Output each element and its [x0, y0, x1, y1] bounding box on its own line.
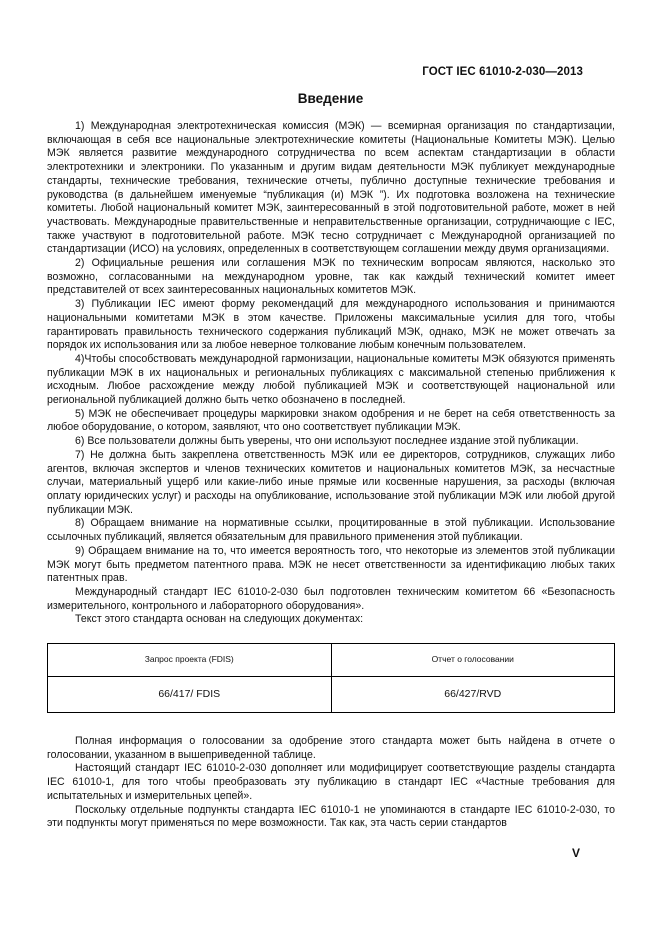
- paragraph-4: 4)Чтобы способствовать международной гармонизации, национальные комитеты МЭК обязуются применять публикации МЭК в их национальных и региональных публикациях с максимальной степенью приближения к исходным. Любое расхождение между любой публикацией МЭК и соответствующей национальной или региональной публикацией должно быть четко обозначено в последней.: [47, 352, 615, 407]
- page-number: V: [571, 846, 580, 860]
- paragraph-voting-info: Полная информация о голосовании за одобрение этого стандарта может быть найдена в отчете о голосовании, указанном в вышеприведенной таблице.: [47, 735, 615, 761]
- section-title: Введение: [297, 91, 364, 106]
- voting-table-data-row: [48, 677, 615, 713]
- paragraph-documents-intro: Текст этого стандарта основан на следующих документах:: [75, 613, 364, 626]
- rvd-header-cell: Отчет о голосовании: [331, 644, 615, 677]
- paragraph-3: 3) Публикации IEC имеют форму рекомендаций для международного использования и принимаются национальными комитетами МЭК в этом качестве. Приложены максимальные усилия для того, чтобы гарантировать правильность технического содержания публикаций МЭК, однако, МЭК не может отвечать за порядок их использования или за любое неверное толкование любым конечным пользователем.: [47, 298, 615, 352]
- paragraph-supplements: Настоящий стандарт IEC 61010-2-030 дополняет или модифицирует соответствующие разделы стандарта IEC 61010-1, для того чтобы преобразовать эту публикацию в стандарт IEC «Частные требования для испытательных и измерительных цепей».: [47, 762, 615, 802]
- paragraph-5: 5) МЭК не обеспечивает процедуры маркировки знаком одобрения и не берет на себя ответственность за любое оборудование, о котором, заявляют, что оно соответствует публикации МЭК.: [47, 407, 615, 434]
- paragraph-9: 9) Обращаем внимание на то, что имеется вероятность того, что некоторые из элементов этой публикации МЭК могут быть предметом патентного права. МЭК не несет ответственности за идентификацию любых таких патентных прав.: [47, 544, 615, 585]
- paragraph-tc66: Международный стандарт IEC 61010-2-030 был подготовлен техническим комитетом 66 «Безопасность измерительного, контрольного и лабораторного оборудования».: [47, 585, 615, 612]
- paragraph-7: 7) Не должна быть закреплена ответственность МЭК или ее директоров, сотрудников, служащих либо агентов, включая экспертов и членов технических комитетов и национальных комитетов МЭК, за несчастные случаи, материальный ущерб или какие-либо иные прямые или косвенные нарушения, за расходы (включая оплату юридических услуг) и расходы на опубликование, использование этой публикации МЭК или любой другой публикации МЭК.: [47, 448, 615, 516]
- paragraph-6: 6) Все пользователи должны быть уверены, что они используют последнее издание этой публикации.: [75, 435, 579, 448]
- voting-table: [47, 643, 615, 713]
- fdis-header-cell: Запрос проекта (FDIS): [48, 644, 332, 677]
- voting-table-header-row: [48, 644, 615, 677]
- fdis-value-cell: 66/417/ FDIS: [48, 677, 332, 713]
- standard-designation: ГОСТ IEC 61010-2-030—2013: [422, 66, 583, 78]
- document-body: [47, 120, 615, 831]
- paragraph-1: 1) Международная электротехническая комиссия (МЭК) — всемирная организация по стандартизации, включающая в себя все национальные электротехнические комитеты (Национальные Комитеты МЭК). Целью МЭК является развитие международного сотрудничества по всем аспектам стандартизации в области электротехники и электроники. По указанным и другим видам деятельности МЭК публикует международные стандарты, технические требования, технические отчеты, публично доступные технические требования и руководства (в дальнейшем именуемые “публикация (и) МЭК ”). Их подготовка возложена на технические комитеты. Любой национальный комитет МЭК, заинтересованный в этой подготовительной работе, может в ней участвовать. Международные правительственные и неправительственные организации, сотрудничающие с IEC, также участвуют в подготовительной работе. МЭК тесно сотрудничает с Международной организацией по стандартизации (ИСО) на условиях, определенных в соответствующем соглашении между двумя организациями.: [47, 120, 615, 256]
- paragraph-subclauses: Поскольку отдельные подпункты стандарта IEC 61010-1 не упоминаются в стандарте IEC 61010-2-030, то эти подпункты могут применяться по мере возможности. Так как, эта часть серии стандартов: [47, 803, 615, 830]
- paragraph-8: 8) Обращаем внимание на нормативные ссылки, процитированные в этой публикации. Использование ссылочных публикаций, является обязательным для правильного применения этой публикации.: [47, 517, 615, 544]
- rvd-value-cell: 66/427/RVD: [331, 677, 615, 713]
- paragraph-2: 2) Официальные решения или соглашения МЭК по техническим вопросам являются, насколько это возможно, согласованными на международном уровне, так как каждый технический комитет имеет представителей от всех заинтересованных национальных комитетов МЭК.: [47, 257, 615, 297]
